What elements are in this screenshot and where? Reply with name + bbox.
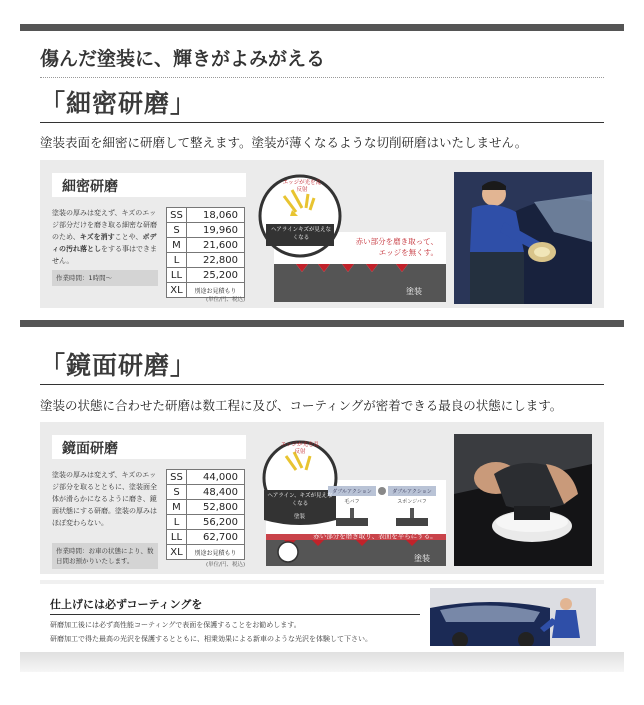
table-row	[167, 500, 245, 515]
diagram-layer-label: 塗装	[406, 287, 422, 296]
fine-polish-description	[52, 207, 158, 267]
coating-title: 仕上げには必ずコーティングを	[50, 598, 203, 611]
price-cell: 19,960	[187, 223, 245, 238]
top-divider-bar	[20, 24, 624, 31]
coating-title-rule	[50, 614, 420, 615]
mirror-polish-panel	[40, 422, 604, 574]
size-cell: LL	[167, 268, 187, 283]
table-row	[167, 545, 245, 560]
price-cell: 48,400	[187, 485, 245, 500]
polisher-photo-illustration	[454, 434, 592, 566]
table-row	[167, 485, 245, 500]
desc-bold: ボディの汚れ落とし	[52, 233, 157, 253]
diagram-red-text: 赤い部分を磨き取って、エッジを無くす。	[355, 237, 438, 257]
mirror-polish-heading: 「鏡面研磨」	[40, 351, 197, 380]
price-cell: 25,200	[187, 268, 245, 283]
fine-polish-lead: 塗装表面を細密に研磨して整えます。塗装が薄くなるような切削研磨はいたしません。	[40, 135, 528, 150]
size-cell: S	[167, 485, 187, 500]
fine-polish-card-title: 細密研磨	[52, 173, 246, 197]
coating-line-1: 研磨加工後には必ず高性能コーティングで表面を保護することをお勧めします。	[50, 621, 301, 629]
middle-divider-bar	[20, 320, 624, 327]
bubble-bottom-label: ヘアライン、キズが見えなくなる	[267, 493, 333, 507]
size-cell: L	[167, 515, 187, 530]
tool-2-label: ダブルアクション	[392, 489, 432, 495]
coating-line-2: 研磨加工で得た最高の光沢を保護するとともに、相乗効果による新車のような光沢を体験して下さい。	[50, 635, 372, 643]
diagram-layer-label: 塗装	[414, 554, 430, 563]
polisher-closeup-photo	[454, 434, 592, 566]
desc-text: をする事はできません。	[52, 245, 157, 265]
table-row	[167, 208, 245, 223]
price-cell: 別途お見積もり	[187, 283, 245, 298]
size-cell: SS	[167, 470, 187, 485]
mirror-polish-diagram	[256, 434, 448, 568]
section-rule	[40, 384, 604, 385]
dotted-divider	[40, 77, 604, 78]
price-cell: 別途お見積もり	[187, 545, 245, 560]
page-tagline: 傷んだ塗装に、輝きがよみがえる	[40, 48, 326, 70]
coating-car-photo	[430, 588, 596, 646]
table-row	[167, 268, 245, 283]
size-cell: SS	[167, 208, 187, 223]
fine-polish-diagram	[256, 172, 448, 304]
polishing-photo-illustration	[454, 172, 592, 304]
coating-inner	[40, 584, 604, 652]
fine-polish-work-time: 作業時間：1時間〜	[52, 270, 158, 286]
coating-panel	[40, 580, 604, 652]
fine-polish-price-table	[166, 207, 245, 298]
price-cell: 52,800	[187, 500, 245, 515]
fine-polish-panel	[40, 160, 604, 308]
price-cell: 21,600	[187, 238, 245, 253]
size-cell: XL	[167, 545, 187, 560]
size-cell: L	[167, 253, 187, 268]
fine-polish-heading: 「細密研磨」	[40, 89, 197, 118]
mirror-polish-lead: 塗装の状態に合わせた研磨は数工程に及び、コーティングが密着できる最良の状態にします。	[40, 398, 563, 413]
bubble-top-label: エッジが光を乱反射	[280, 442, 320, 455]
size-cell: S	[167, 223, 187, 238]
price-cell: 44,000	[187, 470, 245, 485]
table-row	[167, 238, 245, 253]
desc-bold: キズを消す	[79, 233, 115, 241]
tool-1-label: ダブルアクション	[332, 489, 372, 495]
desc-text: 塗装の厚みは変えず、キズのエッジ部分だけを磨き取る細密な研磨のため、	[52, 209, 157, 241]
section-rule	[40, 122, 604, 123]
price-unit-note: (単位/円、税込)	[206, 297, 246, 303]
table-row	[167, 253, 245, 268]
size-cell: XL	[167, 283, 187, 298]
price-cell: 56,200	[187, 515, 245, 530]
price-unit-note: (単位/円、税込)	[206, 562, 246, 568]
diagram-red-text: 赤い部分を磨き取り、表面を平らにする。	[313, 532, 437, 540]
table-row	[167, 223, 245, 238]
price-cell: 18,060	[187, 208, 245, 223]
price-cell: 62,700	[187, 530, 245, 545]
worker-polishing-photo	[454, 172, 592, 304]
coated-car-illustration	[430, 588, 596, 646]
bubble-paint-label: 塗装	[294, 514, 306, 520]
table-row	[167, 470, 245, 485]
tool-2-sub-label: スポンジバフ	[397, 499, 427, 505]
tool-1-sub-label: 毛バフ	[344, 499, 360, 505]
bubble-bottom-label: ヘアラインキズが見えなくなる	[270, 227, 332, 241]
price-cell: 22,800	[187, 253, 245, 268]
bottom-shadow-band	[20, 652, 624, 672]
bubble-top-label: エッジが光を乱反射	[282, 180, 322, 193]
mirror-polish-price-table	[166, 469, 245, 560]
desc-text: ことや、	[114, 233, 143, 241]
table-row	[167, 515, 245, 530]
mirror-polish-work-time: 作業時間：お車の状態により、数日間お預かりいたします。	[52, 543, 158, 569]
mirror-polish-card-title: 鏡面研磨	[52, 435, 246, 459]
table-row	[167, 530, 245, 545]
mirror-polish-description: 塗装の厚みは変えず、キズのエッジ部分を取るとともに、塗装面全体が滑らかになるように磨き、鏡面状態にする研磨。塗装の厚みはほぼ変わらない。	[52, 471, 157, 527]
size-cell: LL	[167, 530, 187, 545]
size-cell: M	[167, 238, 187, 253]
size-cell: M	[167, 500, 187, 515]
